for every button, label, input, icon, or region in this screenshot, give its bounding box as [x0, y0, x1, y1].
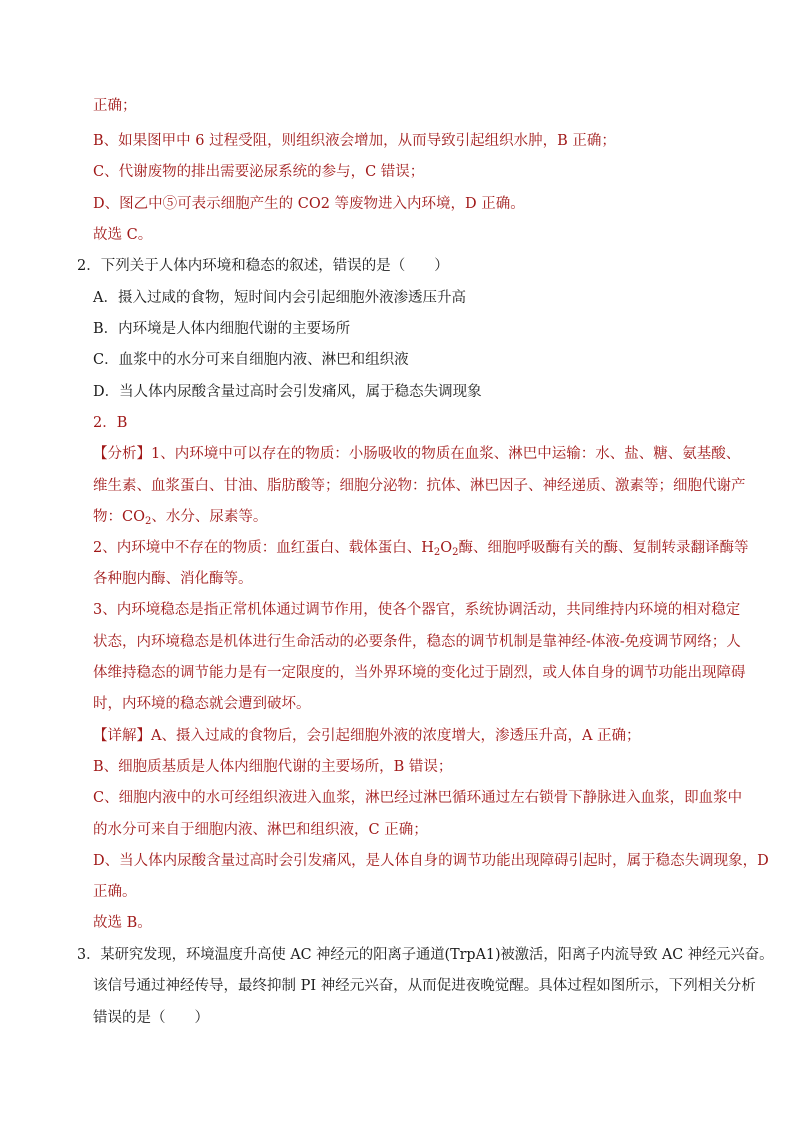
- analysis-2a-sub1: 2: [433, 547, 441, 558]
- detail-line-d1: D、当人体内尿酸含量过高时会引发痛风，是人体自身的调节功能出现障碍引起时，属于稳态失调现象，D: [93, 853, 769, 869]
- analysis-line-3a: 3、内环境稳态是指正常机体通过调节作用，使各个器官，系统协调活动，共同维持内环境的相对稳定: [93, 602, 741, 618]
- question-2-option-b: B．内环境是人体内细胞代谢的主要场所: [93, 321, 351, 337]
- analysis-2a-pre: 2、内环境中不存在的物质：血红蛋白、载体蛋白、H: [93, 540, 434, 556]
- analysis-line-2a: [93, 538, 749, 558]
- analysis-line-2b: 各种胞内酶、消化酶等。: [93, 571, 253, 587]
- prev-answer-option-c: C、代谢废物的排出需要泌尿系统的参与，C 错误；: [93, 164, 425, 180]
- detail-line-a: [93, 726, 641, 746]
- question-2-option-c: C．血浆中的水分可来自细胞内液、淋巴和组织液: [93, 352, 409, 368]
- question-2-conclusion: 故选 B。: [93, 915, 152, 931]
- analysis-1c-post: 、水分、尿素等。: [151, 509, 268, 525]
- question-2-option-a: A．摄入过咸的食物，短时间内会引起细胞外液渗透压升高: [93, 290, 466, 306]
- question-2-option-d: D．当人体内尿酸含量过高时会引发痛风，属于稳态失调现象: [93, 384, 482, 400]
- detail-line-c1: C、细胞内液中的水可经组织液进入血浆，淋巴经过淋巴循环通过左右锁骨下静脉进入血浆，即血浆中: [93, 790, 743, 806]
- analysis-1c-sub: 2: [144, 516, 152, 527]
- detail-text-a: A、摄入过咸的食物后，会引起细胞外液的浓度增大，渗透压升高，A 正确；: [151, 728, 641, 744]
- analysis-line-1b: 维生素、血浆蛋白、甘油、脂肪酸等；细胞分泌物：抗体、淋巴因子、神经递质、激素等；细胞代谢产: [93, 478, 746, 494]
- analysis-line-3c: 体维持稳态的调节能力是有一定限度的，当外界环境的变化过于剧烈，或人体自身的调节功能出现障碍: [93, 665, 746, 681]
- detail-line-b: B、细胞质基质是人体内细胞代谢的主要场所，B 错误；: [93, 759, 453, 775]
- analysis-2a-post: 酶、细胞呼吸酶有关的酶、复制转录翻译酶等: [458, 540, 749, 556]
- analysis-line-1a: [93, 444, 740, 464]
- detail-line-d2: 正确。: [93, 884, 137, 900]
- analysis-line-1c: [93, 507, 267, 527]
- question-3-line-3: 错误的是（ ）: [93, 1010, 209, 1026]
- detail-tag: 【详解】: [93, 728, 151, 744]
- analysis-1c-pre: 物：CO: [93, 509, 145, 525]
- analysis-text-1a: 1、内环境中可以存在的物质：小肠吸收的物质在血浆、淋巴中运输：水、盐、糖、氨基酸、: [151, 446, 741, 462]
- prev-answer-correct-line: 正确；: [93, 98, 137, 114]
- analysis-line-3b: 状态，内环境稳态是机体进行生命活动的必要条件，稳态的调节机制是靠神经-体液-免疫调节网络；人: [93, 634, 741, 650]
- analysis-2a-mid: O: [440, 540, 453, 556]
- prev-answer-option-b: B、如果图甲中 6 过程受阻，则组织液会增加，从而导致引起组织水肿，B 正确；: [93, 133, 616, 149]
- question-3-line-2: 该信号通过神经传导，最终抑制 PI 神经元兴奋，从而促进夜晚觉醒。具体过程如图所示，下列相关分析: [93, 978, 756, 994]
- question-3-line-1: 3．某研究发现，环境温度升高使 AC 神经元的阳离子通道(TrpA1)被激活，阳离子内流导致 AC 神经元兴奋。: [77, 947, 774, 963]
- analysis-line-3d: 时，内环境的稳态就会遭到破坏。: [93, 696, 311, 712]
- question-2-stem: 2．下列关于人体内环境和稳态的叙述，错误的是（ ）: [77, 258, 449, 274]
- detail-line-c2: 的水分可来自于细胞内液、淋巴和组织液，C 正确；: [93, 822, 428, 838]
- prev-answer-option-d: D、图乙中⑤可表示细胞产生的 CO2 等废物进入内环境，D 正确。: [93, 196, 525, 212]
- prev-answer-conclusion: 故选 C。: [93, 227, 153, 243]
- analysis-2a-sub2: 2: [452, 547, 459, 558]
- question-2-answer: 2．B: [93, 415, 128, 431]
- analysis-tag: 【分析】: [93, 446, 151, 462]
